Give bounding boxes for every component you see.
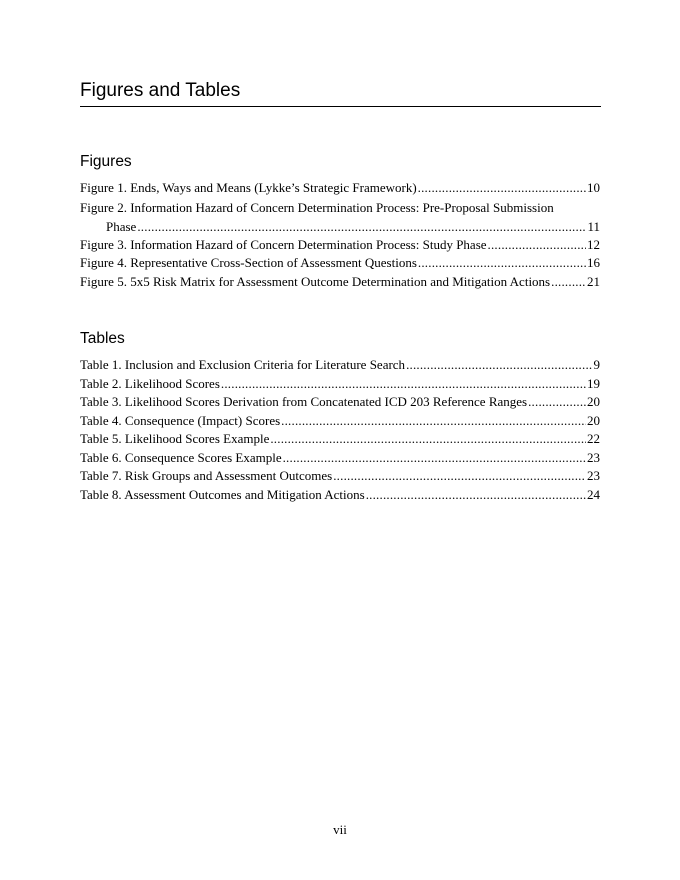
dot-leader bbox=[333, 467, 586, 486]
figure-entry-title: Figure 5. 5x5 Risk Matrix for Assessment Outcome Determination and Mitigation Actions bbox=[80, 273, 551, 289]
table-entry-title: Table 8. Assessment Outcomes and Mitigation Actions bbox=[80, 486, 365, 502]
table-entry-5[interactable] bbox=[80, 430, 600, 449]
dot-leader bbox=[137, 217, 586, 236]
table-entry-8[interactable] bbox=[80, 486, 600, 505]
table-entry-page: 24 bbox=[587, 486, 600, 502]
table-entry-title: Table 7. Risk Groups and Assessment Outcomes bbox=[80, 468, 333, 483]
table-entry-title: Table 3. Likelihood Scores Derivation from Concatenated ICD 203 Reference Ranges bbox=[80, 394, 528, 409]
figure-entry-5[interactable] bbox=[80, 273, 600, 292]
page-title: Figures and Tables bbox=[80, 80, 241, 101]
table-entry-page: 23 bbox=[587, 449, 600, 465]
figure-entry-page: 12 bbox=[587, 236, 600, 252]
table-entry-2[interactable] bbox=[80, 375, 600, 394]
table-entry-page: 23 bbox=[587, 468, 600, 483]
dot-leader bbox=[418, 179, 586, 198]
figure-entry-page: 11 bbox=[587, 218, 600, 234]
dot-leader bbox=[406, 356, 592, 375]
figure-entry-title: Figure 2. Information Hazard of Concern Determination Process: Pre-Proposal Submission bbox=[80, 199, 554, 215]
figure-entry-title: Figure 4. Representative Cross-Section of Assessment Questions bbox=[80, 255, 417, 270]
figure-entry-page: 21 bbox=[587, 273, 600, 289]
figure-entry-3[interactable] bbox=[80, 236, 600, 255]
dot-leader bbox=[283, 449, 586, 468]
dot-leader bbox=[418, 254, 586, 273]
table-entry-title: Table 5. Likelihood Scores Example bbox=[80, 431, 270, 446]
tables-list bbox=[80, 356, 600, 504]
table-entry-title: Table 4. Consequence (Impact) Scores bbox=[80, 412, 281, 428]
table-entry-page: 20 bbox=[587, 394, 600, 409]
table-entry-title: Table 2. Likelihood Scores bbox=[80, 375, 220, 391]
figure-entry-page: 10 bbox=[587, 180, 600, 195]
figure-entry-title: Figure 3. Information Hazard of Concern Determination Process: Study Phase bbox=[80, 236, 487, 252]
figures-section-heading: Figures bbox=[80, 153, 132, 170]
figure-entry-1[interactable] bbox=[80, 179, 600, 198]
table-entry-title: Table 6. Consequence Scores Example bbox=[80, 449, 282, 465]
table-entry-page: 9 bbox=[593, 357, 600, 372]
tables-section-heading: Tables bbox=[80, 330, 125, 347]
table-entry-page: 20 bbox=[587, 412, 600, 428]
figure-entry-title: Figure 1. Ends, Ways and Means (Lykke’s Strategic Framework) bbox=[80, 180, 417, 195]
title-underline-divider bbox=[80, 106, 601, 107]
figure-entry-title-continuation: Phase bbox=[106, 218, 137, 234]
table-entry-3[interactable] bbox=[80, 393, 600, 412]
figures-list bbox=[80, 179, 600, 291]
dot-leader bbox=[488, 236, 586, 255]
table-entry-title: Table 1. Inclusion and Exclusion Criteria for Literature Search bbox=[80, 357, 406, 372]
page-number: vii bbox=[333, 822, 347, 837]
figure-entry-2[interactable] bbox=[80, 198, 600, 236]
figure-entry-page: 16 bbox=[587, 255, 600, 270]
table-entry-page: 22 bbox=[587, 431, 600, 446]
dot-leader bbox=[270, 430, 586, 449]
dot-leader bbox=[281, 412, 586, 431]
dot-leader bbox=[366, 486, 586, 505]
dot-leader bbox=[221, 375, 586, 394]
dot-leader bbox=[528, 393, 586, 412]
table-entry-4[interactable] bbox=[80, 412, 600, 431]
dot-leader bbox=[551, 273, 586, 292]
figure-entry-4[interactable] bbox=[80, 254, 600, 273]
table-entry-page: 19 bbox=[587, 375, 600, 391]
table-entry-1[interactable] bbox=[80, 356, 600, 375]
table-entry-7[interactable] bbox=[80, 467, 600, 486]
table-entry-6[interactable] bbox=[80, 449, 600, 468]
